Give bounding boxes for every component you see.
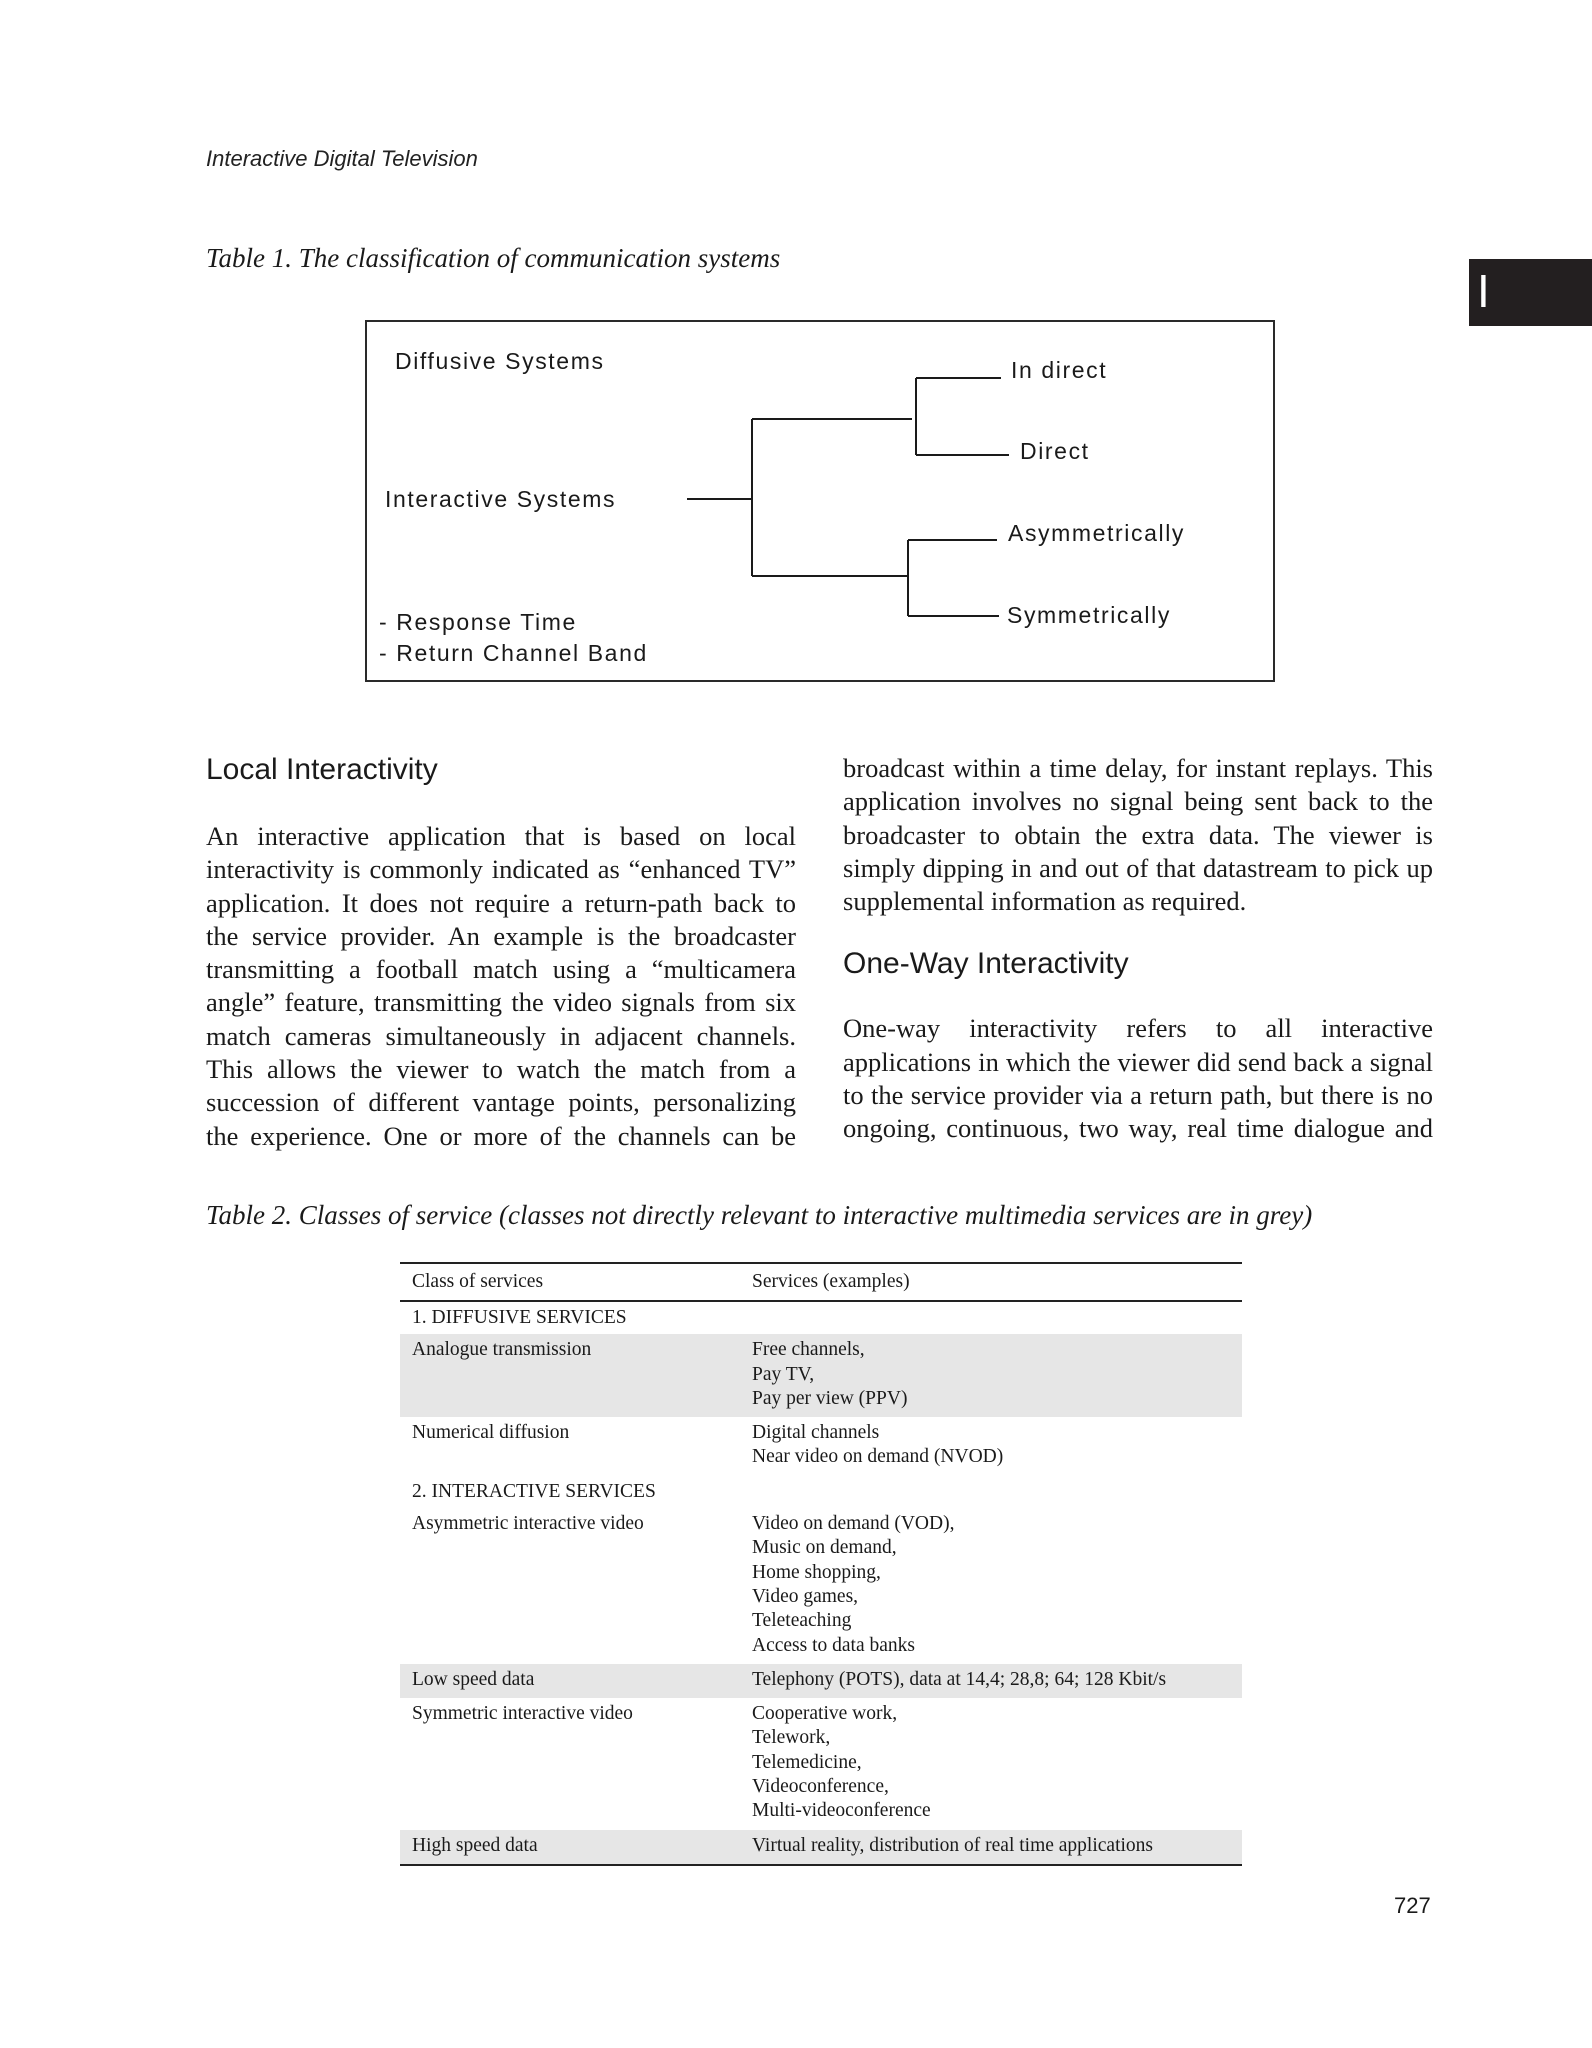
examples-cell: [740, 1664, 1242, 1698]
label-asymmetrically: Asymmetrically: [1008, 520, 1186, 546]
paragraph-one-way-interactivity: One-way interactivity refers to all interactive applications in which the viewer did send back a signal to the service provider via a return path, but there is no ongoing, continuous, two way, real time dialogue and: [843, 1013, 1433, 1144]
example-line: Multi-videoconference: [752, 1800, 931, 1822]
class-cell: Numerical diffusion: [412, 1422, 570, 1444]
label-interactive-systems: Interactive Systems: [385, 486, 617, 512]
class-cell: Low speed data: [400, 1664, 740, 1698]
example-line: Teleteaching: [752, 1610, 852, 1632]
class-cell: Symmetric interactive video: [412, 1703, 633, 1725]
example-line: Videoconference,: [752, 1776, 889, 1798]
header-class-of-services: Class of services: [400, 1263, 740, 1301]
section-label: 1. DIFFUSIVE SERVICES: [412, 1307, 627, 1328]
label-return-channel-band: - Return Channel Band: [379, 640, 648, 666]
section-label: 2. INTERACTIVE SERVICES: [412, 1480, 656, 1502]
paragraph-broadcast-delay: broadcast within a time delay, for instant replays. This application involves no signal being sent back to the broadcaster to obtain the extra data. The viewer is simply dipping in and out of that datastream to pick up supplemental information as required.: [843, 753, 1433, 917]
table-row: [400, 1417, 1242, 1476]
label-direct: Direct: [1020, 438, 1090, 464]
label-symmetrically: Symmetrically: [1007, 602, 1171, 628]
table-header-row: [400, 1263, 1242, 1301]
right-column: [843, 752, 1433, 1146]
left-column: [206, 748, 796, 1153]
section-row-interactive: [400, 1476, 1242, 1508]
table1-caption: Table 1. The classification of communication systems: [206, 243, 781, 273]
example-line: Near video on demand (NVOD): [752, 1446, 1004, 1468]
table-row: [400, 1698, 1242, 1829]
table-row: [400, 1664, 1242, 1698]
example-line: Home shopping,: [752, 1561, 881, 1583]
example-line: Virtual reality, distribution of real time applications: [752, 1834, 1153, 1856]
label-diffusive-systems: Diffusive Systems: [395, 348, 605, 374]
example-line: Telework,: [752, 1727, 831, 1749]
example-line: Telemedicine,: [752, 1751, 862, 1773]
section-row-diffusive: [400, 1301, 1242, 1334]
example-line: Pay per view (PPV): [752, 1387, 908, 1409]
example-line: Video on demand (VOD),: [752, 1513, 955, 1535]
class-cell: Analogue transmission: [400, 1334, 740, 1417]
table-row: [400, 1830, 1242, 1865]
examples-cell: [740, 1698, 1242, 1829]
header-services-examples: Services (examples): [740, 1263, 1242, 1301]
classification-diagram: [365, 320, 1275, 682]
examples-cell: [740, 1508, 1242, 1664]
examples-cell: [740, 1334, 1242, 1417]
class-cell: High speed data: [400, 1830, 740, 1865]
example-line: Pay TV,: [752, 1363, 815, 1385]
examples-cell: [740, 1417, 1242, 1476]
examples-cell: [740, 1830, 1242, 1865]
example-line: Digital channels: [752, 1422, 880, 1444]
heading-one-way-interactivity: One-Way Interactivity: [843, 947, 1129, 981]
classes-of-service-table: [400, 1262, 1242, 1866]
table-row: [400, 1508, 1242, 1664]
section-thumb-tab: [1469, 259, 1592, 326]
table-row: [400, 1334, 1242, 1417]
running-head: Interactive Digital Television: [206, 146, 478, 171]
example-line: Music on demand,: [752, 1537, 897, 1559]
label-response-time: - Response Time: [379, 609, 577, 635]
example-line: Video games,: [752, 1585, 859, 1607]
example-line: Free channels,: [752, 1339, 865, 1361]
table2-caption: Table 2. Classes of service (classes not directly relevant to interactive multimedia services are in grey): [206, 1200, 1313, 1230]
example-line: Telephony (POTS), data at 14,4; 28,8; 64; 128 Kbit/s: [752, 1668, 1167, 1690]
class-cell: Asymmetric interactive video: [412, 1513, 644, 1535]
example-line: Cooperative work,: [752, 1703, 898, 1725]
heading-local-interactivity: Local Interactivity: [206, 753, 438, 786]
paragraph-local-interactivity: An interactive application that is based on local interactivity is commonly indicated as “enhanced TV” application. It does not require a return-path back to the service provider. An example is the broadcaster transmitting a football match using a “multicamera angle” feature, transmitting the video signals from six match cameras simultaneously in adjacent channels. This allows the viewer to watch the match from a succession of different vantage points, personalizing the experience. One or more of the channels can be: [206, 821, 796, 1151]
thumb-tab-letter: I: [1477, 265, 1490, 317]
page-number: 727: [1394, 1893, 1431, 1918]
example-line: Access to data banks: [752, 1634, 915, 1656]
label-indirect: In direct: [1011, 357, 1108, 383]
